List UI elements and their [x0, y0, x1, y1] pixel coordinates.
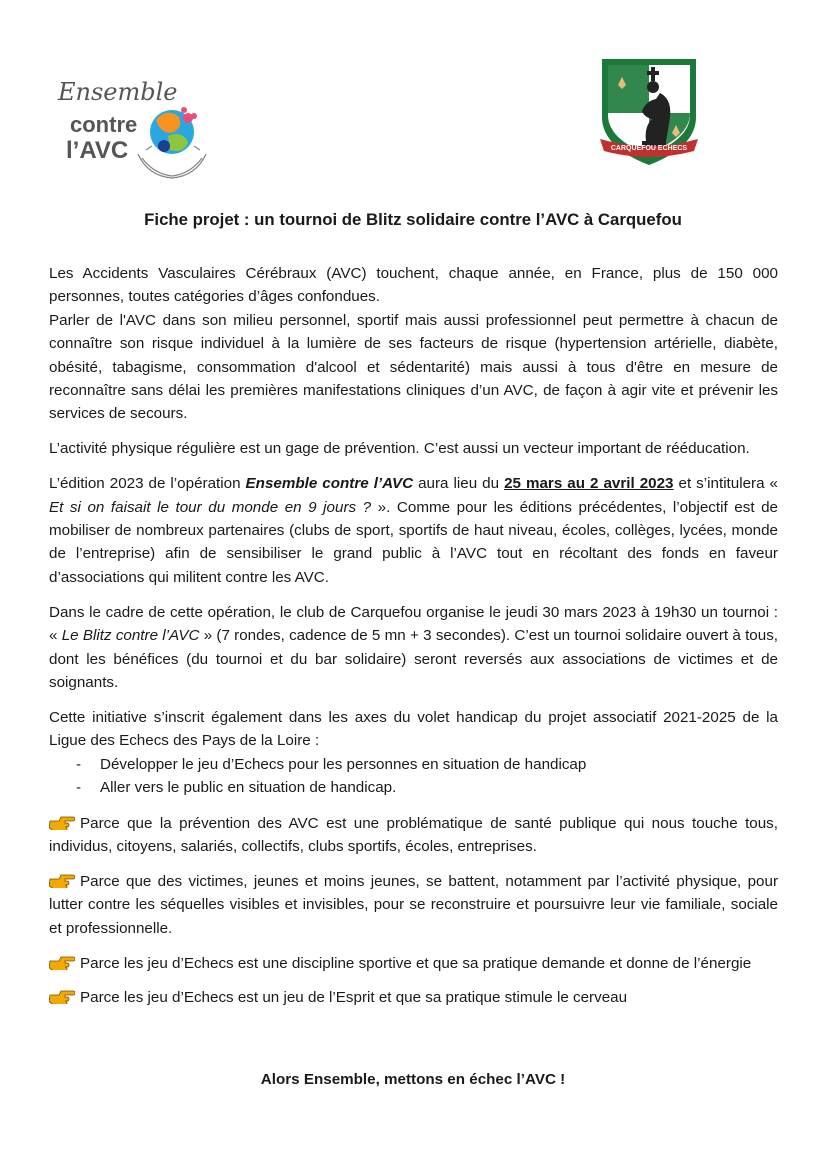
paragraph-avc-stats: Les Accidents Vasculaires Cérébraux (AVC) touchent, chaque année, en France, plus de 150 000 personnes, toutes catégories d’âges confondues. — [49, 265, 778, 306]
paragraph-edition-2023: L’édition 2023 de l’opération Ensemble contre l’AVC aura lieu du 25 mars au 2 avril 2023 et s’intitulera « Et si on faisait le tour du monde en 9 jours ? ». Comme pour les éditions précédentes, l’objectif est de mobiliser de nombreux partenaires (clubs de sport, sportifs de haut niveau, écoles, collèges, lycées, monde de l’entreprise) afin de sensibiliser le grand public à l’AVC tout en récoltant des fonds en faveur d’associations qui militent contre les AVC. — [49, 475, 779, 586]
event-dates: 25 mars au 2 avril 2023 — [504, 475, 674, 493]
list-item: - Développer le jeu d’Echecs pour les personnes en situation de handicap — [76, 755, 587, 773]
closing-slogan: Alors Ensemble, mettons en échec l’AVC ! — [260, 1071, 566, 1088]
reason-item: Parce que des victimes, jeunes et moins jeunes, se battent, notamment par l’activité physique, pour lutter contre les séquelles visibles et invisibles, pour se reconstruire et poursuivre leur vie familiale, sociale et professionnelle. — [49, 872, 778, 937]
pointing-hand-icon — [49, 988, 75, 1004]
tournament-name: Le Blitz contre l’AVC — [61, 627, 200, 645]
pointing-hand-icon — [49, 872, 75, 888]
list-item: - Aller vers le public en situation de handicap. — [76, 779, 397, 797]
document-body — [49, 262, 778, 1021]
reason-item: Parce les jeu d’Echecs est une discipline sportive et que sa pratique demande et donne de l’énergie — [49, 952, 778, 975]
operation-name: Ensemble contre l’AVC — [245, 475, 414, 493]
paragraph-prevention-talk: Parler de l'AVC dans son milieu personnel, sportif mais aussi professionnel peut permettre à chacun de connaître son risque individuel à la lumière de ses facteurs de risque (hypertension artérielle, diabète, obésité, tabagisme, consommation d'alcool et sédentarité) mais aussi à tous d'être en mesure de reconnaître sans délai les premières manifestations cliniques d’un AVC, de façon à agir vite et prévenir les services de secours. — [49, 311, 778, 423]
carquefou-echecs-shield-logo — [598, 55, 700, 169]
handicap-axes-list — [49, 753, 778, 800]
edition-subtitle: Et si on faisait le tour du monde en 9 jours ? — [49, 498, 372, 516]
paragraph-tournament: Dans le cadre de cette opération, le club de Carquefou organise le jeudi 30 mars 2023 à 19h30 un tournoi : « Le Blitz contre l’AVC » (7 rondes, cadence de 5 mn + 3 secondes). C’est un tournoi solidaire ouvert à tous, dont les bénéfices (du tournoi et du bar solidaire) seront reversés aux associations de victimes et de soignants. — [49, 603, 779, 691]
shield-banner-text: CARQUEFOU ECHECS — [610, 145, 688, 152]
logo-line2: l’AVC — [66, 137, 129, 164]
logo-script-text: Ensemble — [58, 78, 178, 106]
reason-item: Parce que la prévention des AVC est une problématique de santé publique qui nous touche tous, individus, citoyens, salariés, collectifs, clubs sportifs, écoles, entreprises. — [49, 814, 778, 855]
globe-icon — [150, 107, 197, 154]
pointing-hand-icon — [49, 954, 75, 970]
pointing-hand-icon — [49, 814, 75, 830]
logo-line1: contre — [70, 112, 138, 137]
paragraph-physical-activity: L’activité physique régulière est un gage de prévention. C’est aussi un vecteur important de rééducation. — [49, 440, 750, 458]
paragraph-initiative: Cette initiative s’inscrit également dans les axes du volet handicap du projet associatif 2021-2025 de la Ligue des Echecs des Pays de la Loire : — [49, 708, 778, 750]
page-title: Fiche projet : un tournoi de Blitz solidaire contre l’AVC à Carquefou — [144, 210, 682, 229]
ensemble-contre-avc-logo — [56, 70, 226, 182]
reason-item: Parce les jeu d’Echecs est un jeu de l’Esprit et que sa pratique stimule le cerveau — [49, 986, 778, 1009]
